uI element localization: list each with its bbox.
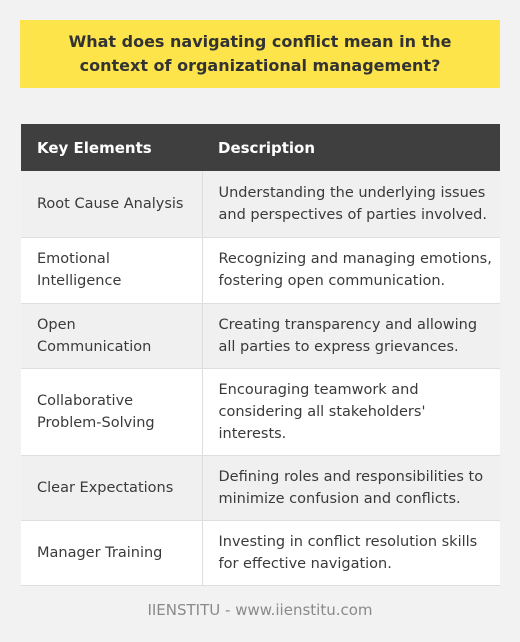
key-element-cell: Clear Expectations [21, 455, 202, 520]
key-element-cell: Open Communication [21, 303, 202, 368]
table-row [21, 368, 500, 455]
title-banner [20, 20, 500, 88]
column-header-key-elements: Key Elements [21, 124, 202, 171]
key-elements-table [21, 124, 500, 586]
table-row [21, 303, 500, 368]
key-element-cell: Emotional Intelligence [21, 237, 202, 303]
table-row [21, 520, 500, 585]
description-cell: Creating transparency and allowing all parties to express grievances. [202, 303, 500, 368]
description-cell: Understanding the underlying issues and perspectives of parties involved. [202, 171, 500, 237]
table-row [21, 237, 500, 303]
table-row [21, 455, 500, 520]
column-header-description: Description [202, 124, 500, 171]
key-element-cell: Manager Training [21, 520, 202, 585]
table-row [21, 171, 500, 237]
description-cell: Recognizing and managing emotions, fostering open communication. [202, 237, 500, 303]
description-cell: Encouraging teamwork and considering all stakeholders' interests. [202, 368, 500, 455]
page-title: What does navigating conflict mean in the context of organizational management? [68, 32, 452, 75]
key-element-cell: Root Cause Analysis [21, 171, 202, 237]
description-cell: Defining roles and responsibilities to minimize confusion and conflicts. [202, 455, 500, 520]
description-cell: Investing in conflict resolution skills for effective navigation. [202, 520, 500, 585]
key-element-cell: Collaborative Problem-Solving [21, 368, 202, 455]
table-header-row [21, 124, 500, 171]
footer-credit: IIENSTITU - www.iienstitu.com [147, 601, 373, 619]
